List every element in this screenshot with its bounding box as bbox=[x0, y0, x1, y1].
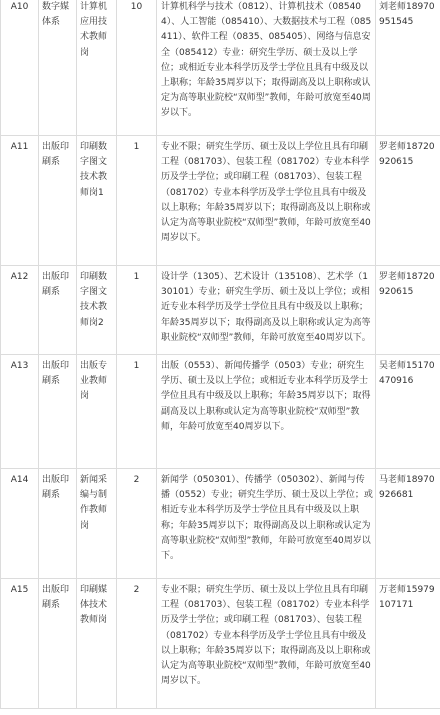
hire-count: 1 bbox=[117, 355, 157, 469]
post-name: 计算机应用技术教师岗 bbox=[77, 0, 117, 136]
table-row bbox=[1, 0, 440, 136]
post-code: A12 bbox=[1, 266, 39, 355]
department: 出版印刷系 bbox=[39, 136, 77, 266]
department: 出版印刷系 bbox=[39, 579, 77, 709]
post-code: A13 bbox=[1, 355, 39, 469]
post-code: A15 bbox=[1, 579, 39, 709]
post-name: 印刷数字图文技术教师岗2 bbox=[77, 266, 117, 355]
table-row bbox=[1, 355, 440, 469]
hire-count: 2 bbox=[117, 579, 157, 709]
requirements: 设计学（1305）、艺术设计（135108）、艺术学（130101）专业；研究生学历、硕士及以上学位；或相近专业本科学历及学士学位且具有中级及以上职称；年龄35周岁以下；取得副高及以上职称或认定为高等职业院校“双师型”教师，年龄可放宽至40周岁以下。 bbox=[157, 266, 376, 355]
hire-count: 1 bbox=[117, 266, 157, 355]
post-name: 印刷媒体技术教师岗 bbox=[77, 579, 117, 709]
post-code: A14 bbox=[1, 469, 39, 579]
department: 出版印刷系 bbox=[39, 469, 77, 579]
contact: 罗老师18720920615 bbox=[376, 136, 440, 266]
post-code: A11 bbox=[1, 136, 39, 266]
department: 出版印刷系 bbox=[39, 266, 77, 355]
department: 出版印刷系 bbox=[39, 355, 77, 469]
contact: 马老师18970926681 bbox=[376, 469, 440, 579]
requirements: 专业不限；研究生学历、硕士及以上学位且具有印刷工程（081703）、包装工程（081702）专业本科学历及学士学位；或印刷工程（081703）、包装工程（081702）专业本科学历及学士学位且具有中级及以上职称；年龄35周岁以下；取得副高及以上职称或认定为高等职业院校“双师型”教师，年龄可放宽至40周岁以下。 bbox=[157, 579, 376, 709]
table-row bbox=[1, 469, 440, 579]
table-row bbox=[1, 136, 440, 266]
post-name: 印刷数字图文技术教师岗1 bbox=[77, 136, 117, 266]
contact: 万老师15979107171 bbox=[376, 579, 440, 709]
post-name: 出版专业教师岗 bbox=[77, 355, 117, 469]
hire-count: 10 bbox=[117, 0, 157, 136]
requirements: 专业不限；研究生学历、硕士及以上学位且具有印刷工程（081703）、包装工程（081702）专业本科学历及学士学位；或印刷工程（081703）、包装工程（081702）专业本科学历及学士学位且具有中级及以上职称；年龄35周岁以下；取得副高及以上职称或认定为高等职业院校“双师型”教师，年龄可放宽至40周岁以下。 bbox=[157, 136, 376, 266]
table-row bbox=[1, 266, 440, 355]
contact: 吴老师15170470916 bbox=[376, 355, 440, 469]
hire-count: 1 bbox=[117, 136, 157, 266]
requirements: 新闻学（050301）、传播学（050302）、新闻与传播（0552）专业；研究生学历、硕士及以上学位；或相近专业本科学历及学士学位且具有中级及以上职称；年龄35周岁以下；取得副高及以上职称或认定为高等职业院校“双师型”教师，年龄可放宽至40周岁以下。 bbox=[157, 469, 376, 579]
hire-count: 2 bbox=[117, 469, 157, 579]
post-name: 新闻采编与制作教师岗 bbox=[77, 469, 117, 579]
requirements: 计算机科学与技术（0812）、计算机技术（085404）、人工智能（085410）、大数据技术与工程（085411）、软件工程（0835、085405）、网络与信息安全（085412）专业：研究生学历、硕士及以上学位；或相近专业本科学历及学士学位且具有中级及以上职称；年龄35周岁以下；取得副高及以上职称或认定为高等职业院校“双师型”教师，年龄可放宽至40周岁以下。 bbox=[157, 0, 376, 136]
requirements: 出版（0553）、新闻传播学（0503）专业；研究生学历、硕士及以上学位；或相近专业本科学历及学士学位且具有中级及以上职称；年龄35周岁以下；取得副高及以上职称或认定为高等职业院校“双师型”教师，年龄可放宽至40周岁以下。 bbox=[157, 355, 376, 469]
department: 数字媒体系 bbox=[39, 0, 77, 136]
contact: 罗老师18720920615 bbox=[376, 266, 440, 355]
table-row bbox=[1, 579, 440, 709]
contact: 刘老师18970951545 bbox=[376, 0, 440, 136]
post-code: A10 bbox=[1, 0, 39, 136]
